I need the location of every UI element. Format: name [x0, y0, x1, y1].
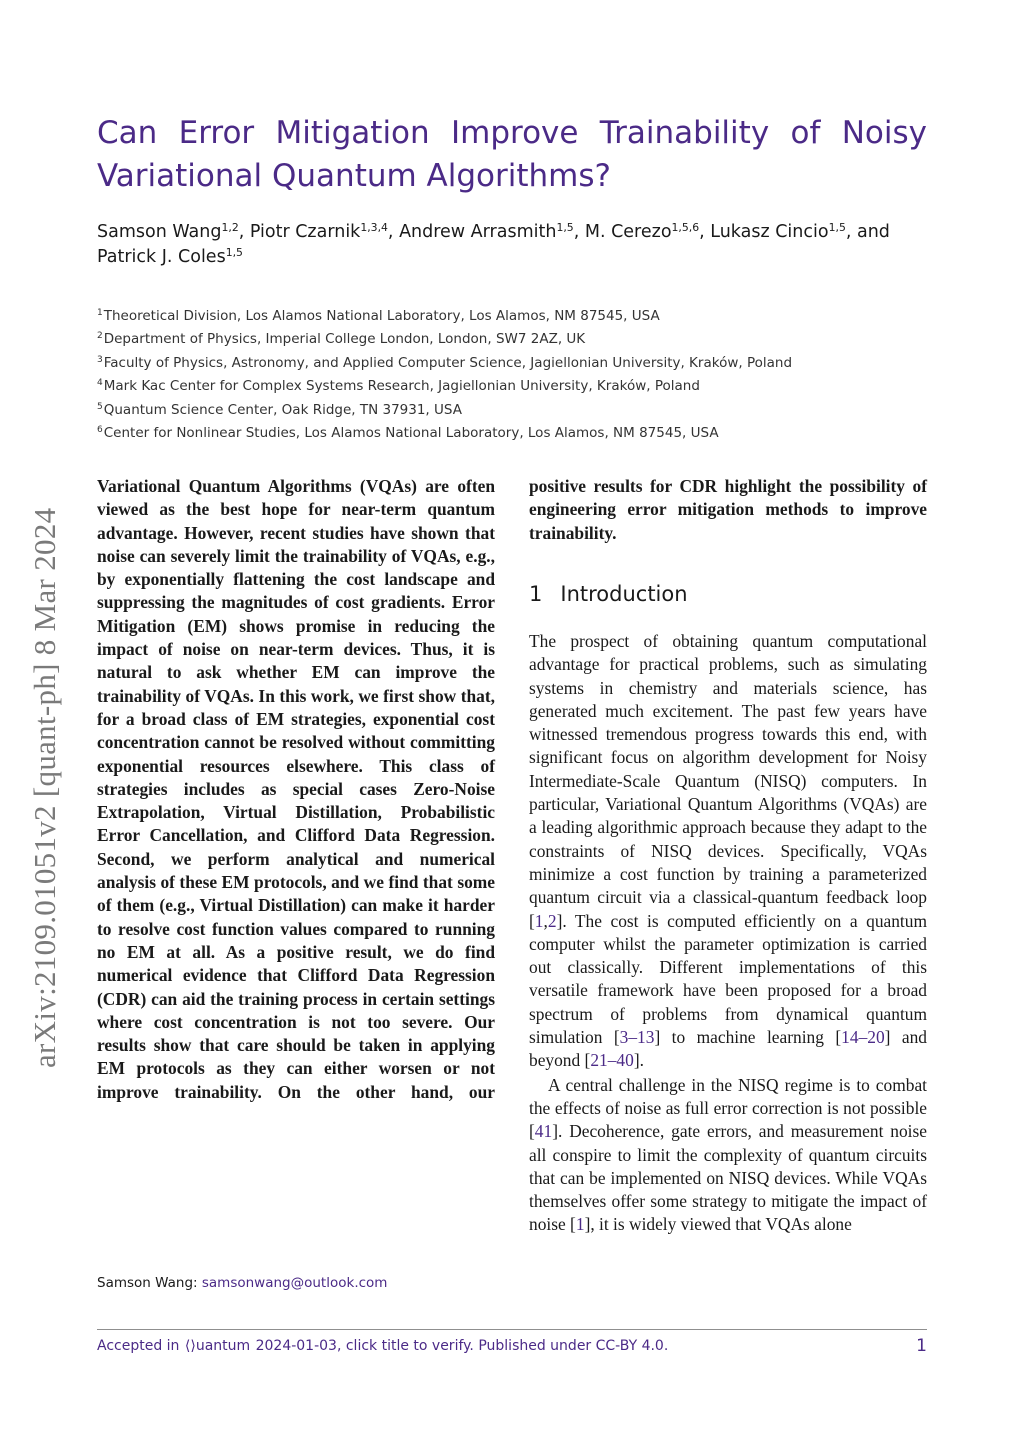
author-name: M. Cerezo — [584, 222, 672, 242]
affiliation-item — [97, 422, 927, 445]
affiliation-number: 6 — [97, 424, 103, 435]
affiliation-number: 4 — [97, 378, 103, 389]
paragraph-text: ]. Decoherence, gate errors, and measurement noise all conspire to limit the complexity of quantum circuits that can be implemented on NISQ devices. While VQAs themselves offer some strategy to mitigate the impact of noise [ — [529, 1121, 927, 1235]
quantum-journal-logo: ⟨⟩uantum — [184, 1338, 251, 1354]
affiliation-item — [97, 328, 927, 351]
title-word: Improve — [450, 115, 579, 151]
author-name: Patrick J. Coles — [97, 246, 226, 267]
author-list: Samson Wang$^{1,2}$, Piotr Czarnik$^{1,3,4}$, Andrew Arrasmith$^{1,5}$, M. Cerezo$^{1,5,6}$, Lukasz Cincio$^{1,5}$, and Patrick J. Coles$^{1,5}$ — [97, 221, 890, 267]
arxiv-identifier: arXiv:2109.01051v2 [quant-ph] 8 Mar 2024 — [27, 507, 62, 1068]
abstract-text: Variational Quantum Algorithms (VQAs) are often viewed as the best hope for near-term quantum advantage. However, recent studies have shown that noise can severely limit the trainability of VQAs, e.g., by exponentially flattening the cost landscape and suppressing the magnitudes of cost gradients. Error Mitigation (EM) shows promise in reducing the impact of noise on near-term devices. Thus, it is natural to ask whether EM can improve the trainability of VQAs. In this work, we first show that, for a broad class of EM strategies, exponential cost concentration cannot be resolved without committing exponential resources elsewhere. This class of strategies includes as special cases Zero-Noise Extrapolation, Virtual Distillation, Probabilistic Error Cancellation, and Clifford Data Regression. Second, we perform analytical and numerical analysis of these EM protocols, and we find that some of them (e.g., Virtual Distillation) can make it harder to resolve cost function values compared to running no EM at all. As a positive result, we do find numerical evidence that Clifford Data Regression (CDR) can aid the training process in certain settings where cost concentration is not too severe. Our results show that care should be taken in applying EM protocols as they can either worsen or not improve trainability. On the other hand, our — [97, 476, 495, 1102]
paragraph-text: ], it is widely viewed that VQAs alone — [584, 1214, 852, 1235]
paragraph — [529, 630, 927, 1073]
section-number: 1 — [529, 582, 543, 606]
citation-separator: , — [543, 910, 548, 931]
affiliation-item — [97, 375, 927, 398]
author-affiliation-marker: 1,5 — [225, 245, 243, 259]
abstract-continuation: positive results for CDR highlight the possibility of engineering error mitigation methods to improve trainability. — [529, 476, 927, 543]
citation-link[interactable]: 3–13 — [619, 1027, 655, 1048]
title-word: Noisy — [841, 115, 927, 151]
paragraph-text: ] and beyond [ — [529, 1027, 927, 1071]
citation-link[interactable]: 2 — [547, 910, 557, 931]
author-affiliation-marker: 1,5,6 — [671, 221, 700, 235]
affiliation-text: Quantum Science Center, Oak Ridge, TN 37931, USA — [103, 401, 462, 418]
title-word: Error — [178, 115, 255, 151]
accepted-prefix: Accepted in — [97, 1338, 180, 1354]
affiliation-number: 1 — [97, 308, 103, 318]
affiliation-list — [97, 305, 927, 445]
accepted-suffix: 2024-01-03, click title to verify. Published under CC-BY 4.0. — [255, 1338, 669, 1354]
paragraph-text: ]. — [633, 1050, 644, 1071]
author-affiliation-marker: 1,5 — [556, 221, 574, 235]
title-line-2: Variational Quantum Algorithms? — [97, 158, 611, 194]
author-name: Piotr Czarnik — [249, 222, 361, 242]
affiliation-text: Theoretical Division, Los Alamos National Laboratory, Los Alamos, NM 87545, USA — [103, 308, 660, 324]
footer-divider — [97, 1329, 927, 1330]
title-word: Mitigation — [275, 115, 430, 151]
page-number: 1 — [916, 1336, 927, 1356]
title-line-1 — [97, 112, 927, 155]
affiliation-item — [97, 352, 927, 375]
affiliation-number: 5 — [97, 401, 103, 412]
affiliation-number: 3 — [97, 354, 103, 365]
section-heading-introduction — [529, 582, 688, 606]
citation-link[interactable]: 41 — [534, 1121, 553, 1142]
author-name: Andrew Arrasmith — [399, 222, 557, 242]
section-title: Introduction — [560, 582, 688, 606]
affiliation-text: Center for Nonlinear Studies, Los Alamos National Laboratory, Los Alamos, NM 87545, USA — [103, 424, 719, 441]
paragraph-text: ]. The cost is computed efficiently on a quantum computer whilst the parameter optimization is carried out classically. Different implementations of this versatile framework have been proposed for a broad spectrum of problems from dynamical quantum simulation [ — [529, 910, 927, 1048]
paragraph-text: ] to machine learning [ — [654, 1027, 842, 1048]
title-word: Trainability — [599, 115, 770, 151]
paragraph-text: A central challenge in the NISQ regime is to combat the effects of noise as full error correction is not possible [ — [529, 1074, 927, 1142]
paragraph-text: The prospect of obtaining quantum computational advantage for practical problems, such as simulating systems in chemistry and materials science, has generated much excitement. The past few years have witnessed tremendous progress towards this end, with significant focus on algorithm development for Noisy Intermediate-Scale Quantum (NISQ) computers. In particular, Variational Quantum Algorithms (VQAs) are a leading algorithmic approach because they adapt to the constraints of NISQ devices. Specifically, VQAs minimize a cost function by training a parameterized quantum circuit via a classical-quantum feedback loop [ — [529, 631, 927, 931]
acceptance-note[interactable] — [97, 1338, 668, 1354]
affiliation-text: Faculty of Physics, Astronomy, and Applied Computer Science, Jagiellonian University, Kraków, Poland — [103, 354, 793, 371]
citation-link[interactable]: 1 — [575, 1214, 585, 1235]
author-affiliation-marker: 1,3,4 — [360, 221, 388, 235]
affiliation-item — [97, 305, 927, 328]
email-link[interactable]: samsonwang@outlook.com — [201, 1275, 388, 1291]
introduction-body — [529, 630, 927, 1237]
paragraph — [529, 1074, 927, 1237]
title-word: Can — [97, 115, 158, 151]
affiliation-text: Department of Physics, Imperial College London, London, SW7 2AZ, UK — [103, 331, 586, 348]
affiliation-item — [97, 399, 927, 422]
page-footer — [97, 1338, 927, 1358]
citation-link[interactable]: 1 — [534, 910, 544, 931]
title-word: of — [790, 115, 821, 151]
affiliation-text: Mark Kac Center for Complex Systems Research, Jagiellonian University, Kraków, Poland — [103, 378, 700, 395]
affiliation-number: 2 — [97, 331, 103, 342]
author-affiliation-marker: 1,2 — [221, 221, 239, 235]
citation-link[interactable]: 21–40 — [590, 1050, 634, 1071]
paper-title[interactable] — [97, 112, 927, 198]
footnote-label: Samson Wang: — [97, 1275, 198, 1291]
citation-link[interactable]: 14–20 — [841, 1027, 885, 1048]
author-name: Lukasz Cincio — [710, 222, 829, 242]
author-name: Samson Wang — [97, 222, 222, 242]
corresponding-author-footnote — [97, 1275, 495, 1291]
author-affiliation-marker: 1,5 — [828, 221, 846, 235]
